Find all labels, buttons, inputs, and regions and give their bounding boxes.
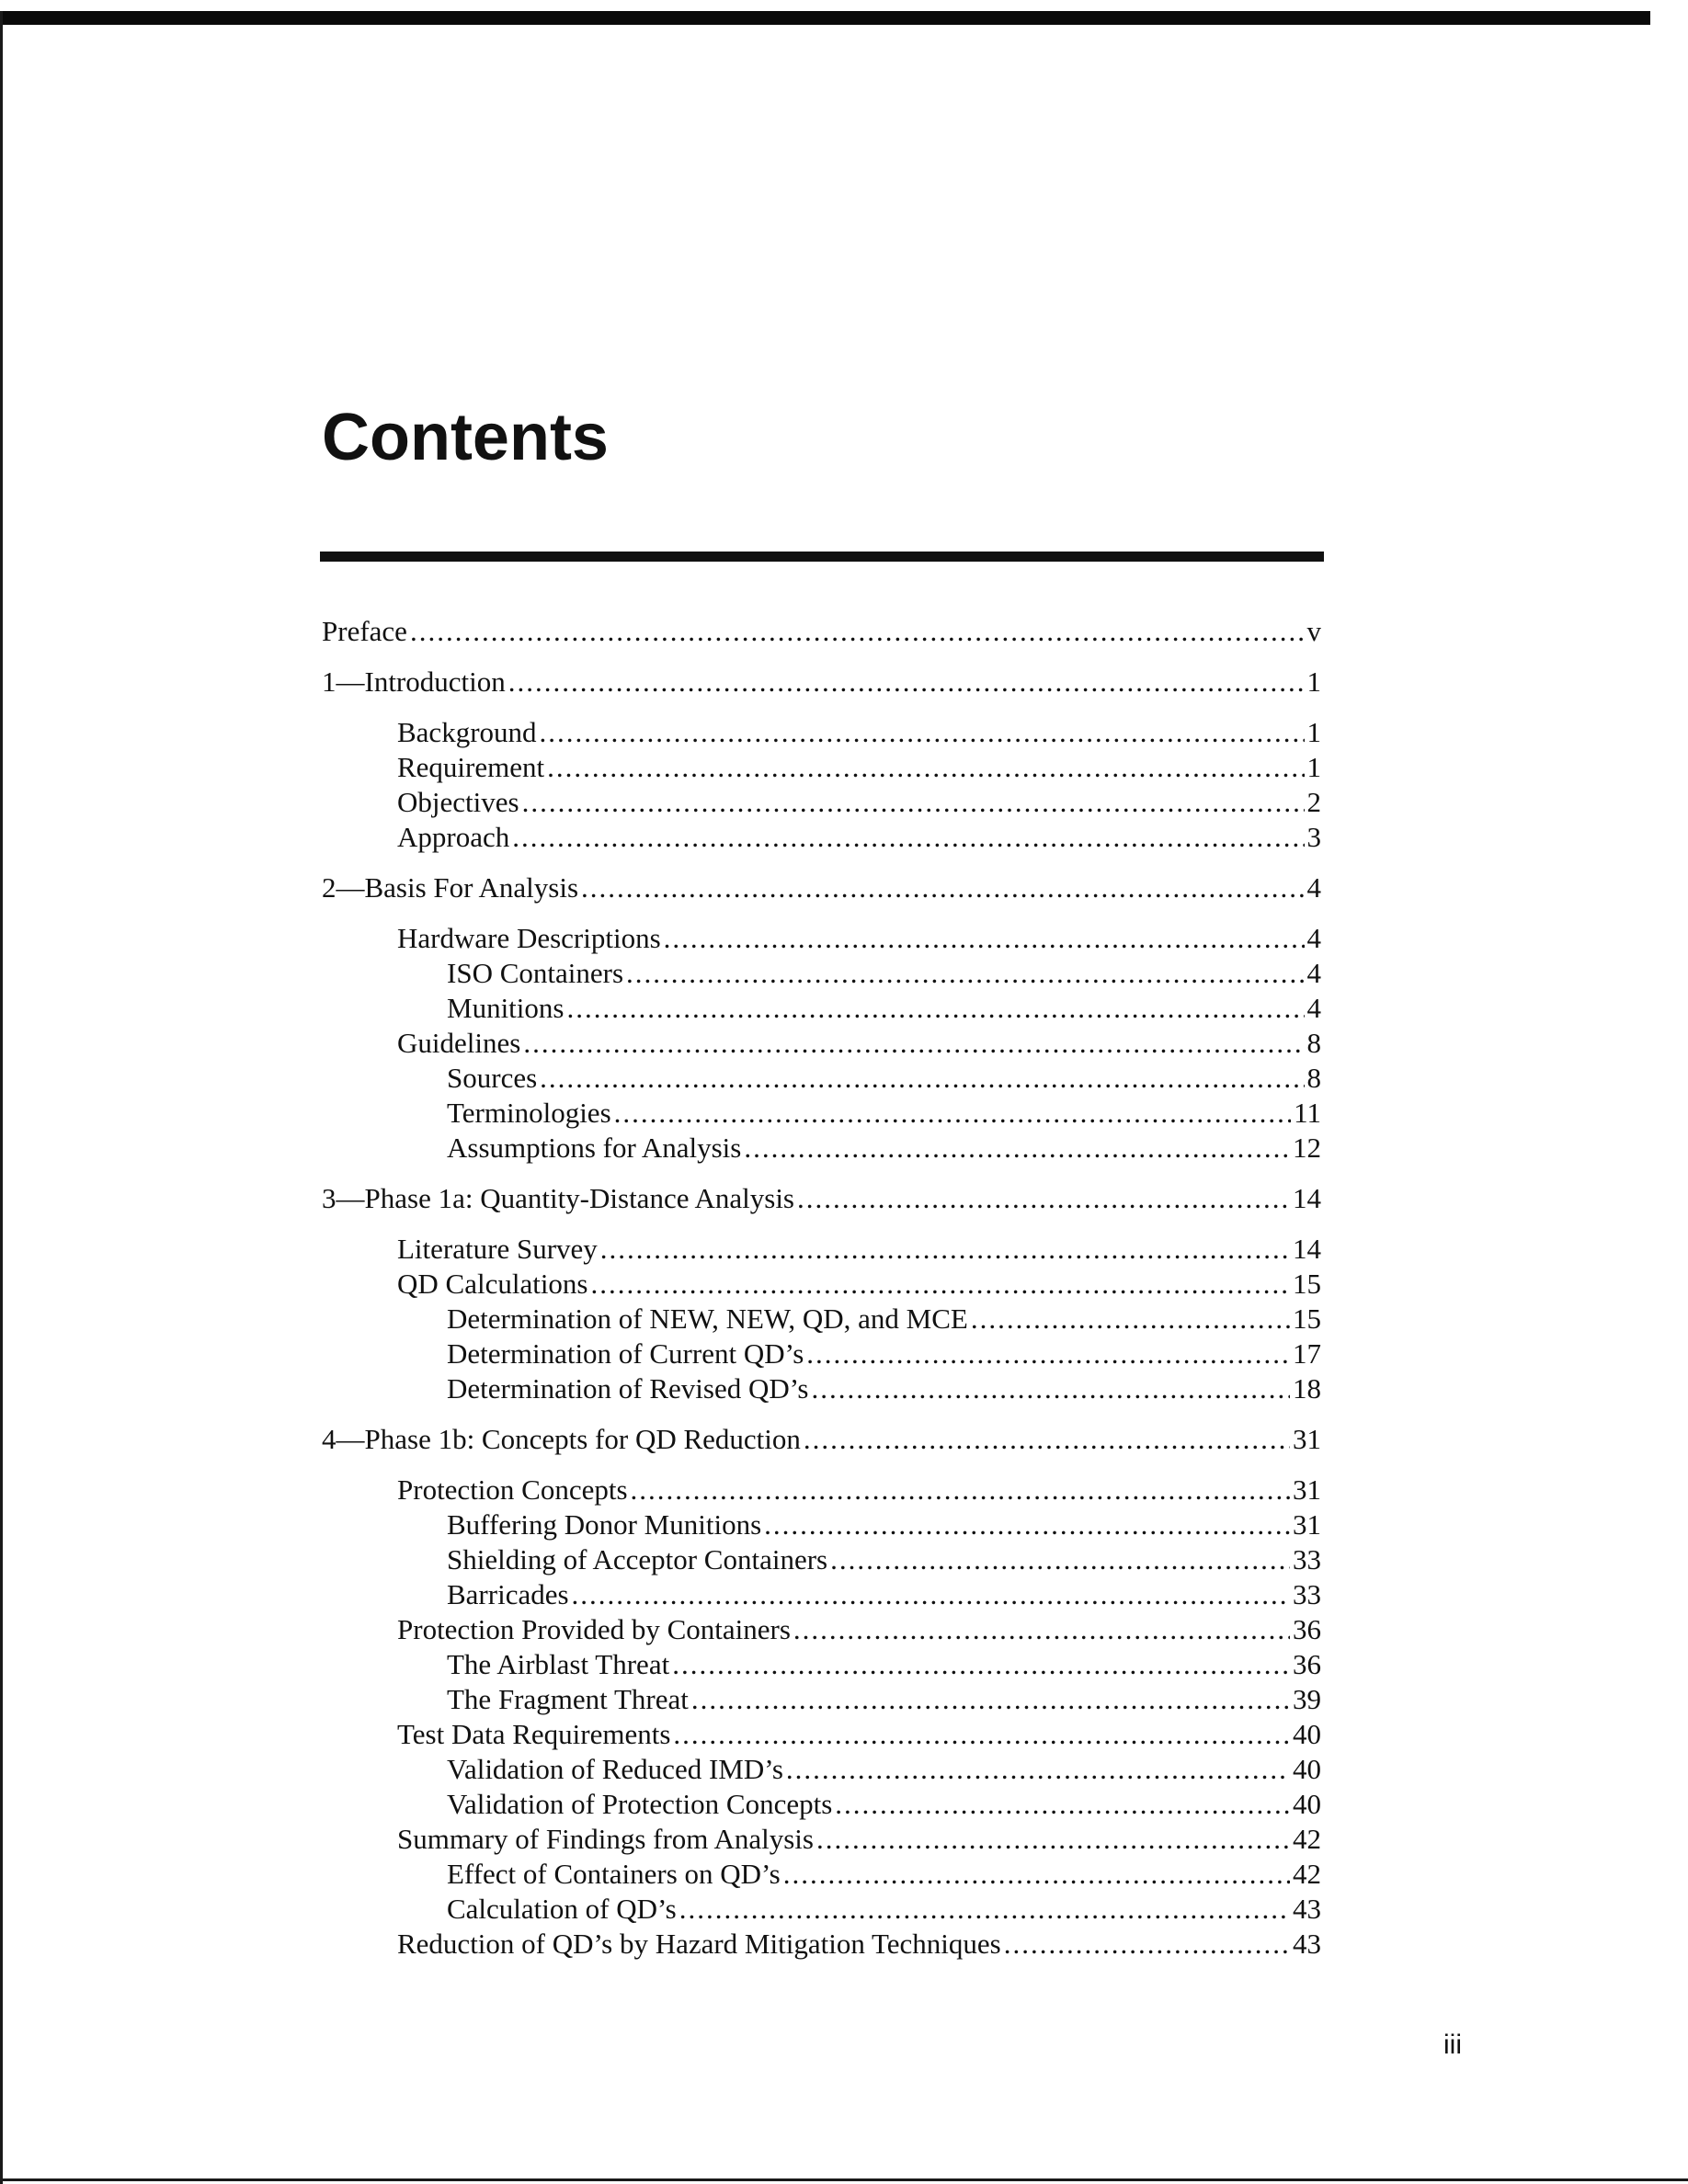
toc-dot-leader bbox=[522, 785, 1305, 820]
toc-entry[interactable] bbox=[322, 1892, 1321, 1927]
toc-entry[interactable] bbox=[322, 921, 1321, 956]
toc-dot-leader bbox=[783, 1857, 1290, 1892]
scan-left-edge bbox=[0, 11, 3, 2184]
page-title: Contents bbox=[322, 401, 609, 474]
toc-entry-page: 11 bbox=[1294, 1097, 1321, 1129]
toc-dot-leader bbox=[547, 750, 1304, 785]
toc-entry-title: Determination of NEW, NEW, QD, and MCE bbox=[447, 1302, 968, 1335]
toc-entry-title: Determination of Revised QD’s bbox=[447, 1372, 809, 1405]
toc-entry-page: 31 bbox=[1293, 1508, 1321, 1541]
toc-dot-leader bbox=[540, 1061, 1304, 1096]
toc-entry-page: 1 bbox=[1306, 665, 1321, 698]
toc-entry[interactable] bbox=[322, 1647, 1321, 1682]
toc-entry-page: 42 bbox=[1293, 1823, 1321, 1855]
toc-entry-page: 43 bbox=[1293, 1928, 1321, 1960]
toc-entry-page: 18 bbox=[1293, 1372, 1321, 1405]
toc-dot-leader bbox=[797, 1181, 1290, 1216]
toc-entry-page: 4 bbox=[1306, 957, 1321, 989]
toc-entry-title: Munitions bbox=[447, 992, 565, 1024]
toc-dot-leader bbox=[1004, 1927, 1290, 1962]
page-number: iii bbox=[1443, 2030, 1462, 2060]
toc-dot-leader bbox=[764, 1507, 1290, 1542]
toc-entry-page: 14 bbox=[1293, 1233, 1321, 1265]
toc-entry-title: 3—Phase 1a: Quantity-Distance Analysis bbox=[322, 1182, 794, 1214]
toc-entry[interactable] bbox=[322, 956, 1321, 991]
toc-entry-title: Validation of Protection Concepts bbox=[447, 1788, 833, 1820]
toc-entry[interactable] bbox=[322, 1302, 1321, 1337]
toc-entry[interactable] bbox=[322, 1857, 1321, 1892]
toc-entry-page: 17 bbox=[1293, 1337, 1321, 1370]
toc-entry-title: Requirement bbox=[397, 751, 545, 783]
toc-entry-page: 36 bbox=[1293, 1613, 1321, 1645]
toc-entry-title: Effect of Containers on QD’s bbox=[447, 1858, 781, 1890]
toc-entry[interactable] bbox=[322, 870, 1321, 905]
scan-bottom-edge bbox=[0, 2178, 1688, 2181]
toc-entry-title: The Airblast Threat bbox=[447, 1648, 670, 1680]
toc-entry-title: Objectives bbox=[397, 786, 519, 818]
toc-dot-leader bbox=[631, 1473, 1290, 1507]
toc-entry[interactable] bbox=[322, 665, 1321, 700]
toc-entry-page: 39 bbox=[1293, 1683, 1321, 1715]
toc-entry-page: 40 bbox=[1293, 1718, 1321, 1750]
toc-dot-leader bbox=[626, 956, 1304, 991]
toc-entry-page: 8 bbox=[1306, 1027, 1321, 1059]
toc-entry-page: 4 bbox=[1306, 922, 1321, 954]
toc-entry-title: Protection Provided by Containers bbox=[397, 1613, 791, 1645]
toc-entry[interactable] bbox=[322, 1822, 1321, 1857]
toc-entry[interactable] bbox=[322, 1752, 1321, 1787]
toc-entry-page: 40 bbox=[1293, 1753, 1321, 1785]
toc-entry-title: ISO Containers bbox=[447, 957, 624, 989]
toc-entry[interactable] bbox=[322, 1473, 1321, 1507]
toc-dot-leader bbox=[614, 1096, 1292, 1131]
toc-dot-leader bbox=[512, 820, 1304, 855]
toc-entry-title: Guidelines bbox=[397, 1027, 521, 1059]
toc-dot-leader bbox=[672, 1647, 1290, 1682]
toc-dot-leader bbox=[581, 870, 1304, 905]
toc-entry-page: 15 bbox=[1293, 1268, 1321, 1300]
toc-entry[interactable] bbox=[322, 1232, 1321, 1267]
toc-entry-title: Terminologies bbox=[447, 1097, 611, 1129]
toc-entry[interactable] bbox=[322, 614, 1321, 649]
toc-entry-title: Test Data Requirements bbox=[397, 1718, 671, 1750]
toc-entry-page: v bbox=[1306, 615, 1321, 647]
toc-entry-page: 43 bbox=[1293, 1893, 1321, 1925]
toc-entry[interactable] bbox=[322, 715, 1321, 750]
toc-entry-title: Protection Concepts bbox=[397, 1473, 628, 1506]
toc-entry[interactable] bbox=[322, 1542, 1321, 1577]
toc-dot-leader bbox=[679, 1892, 1290, 1927]
toc-entry-title: Determination of Current QD’s bbox=[447, 1337, 804, 1370]
toc-entry[interactable] bbox=[322, 1682, 1321, 1717]
toc-entry-page: 1 bbox=[1306, 751, 1321, 783]
toc-entry-title: Reduction of QD’s by Hazard Mitigation Techniques bbox=[397, 1928, 1001, 1960]
toc-entry[interactable] bbox=[322, 1787, 1321, 1822]
toc-dot-leader bbox=[691, 1682, 1290, 1717]
toc-dot-leader bbox=[591, 1267, 1291, 1302]
toc-entry[interactable] bbox=[322, 1717, 1321, 1752]
toc-entry-page: 40 bbox=[1293, 1788, 1321, 1820]
title-rule bbox=[320, 552, 1324, 562]
toc-entry-page: 2 bbox=[1306, 786, 1321, 818]
toc-entry[interactable] bbox=[322, 1577, 1321, 1612]
toc-dot-leader bbox=[572, 1577, 1290, 1612]
toc-entry-page: 12 bbox=[1293, 1132, 1321, 1164]
toc-dot-leader bbox=[816, 1822, 1290, 1857]
toc-dot-leader bbox=[806, 1337, 1290, 1371]
toc-entry[interactable] bbox=[322, 1422, 1321, 1457]
toc-entry-title: Sources bbox=[447, 1062, 538, 1094]
toc-entry-page: 15 bbox=[1293, 1302, 1321, 1335]
toc-dot-leader bbox=[523, 1026, 1304, 1061]
toc-entry[interactable] bbox=[322, 1096, 1321, 1131]
toc-entry[interactable] bbox=[322, 750, 1321, 785]
toc-entry[interactable] bbox=[322, 820, 1321, 855]
toc-dot-leader bbox=[971, 1302, 1290, 1337]
toc-entry-page: 14 bbox=[1293, 1182, 1321, 1214]
toc-entry-page: 42 bbox=[1293, 1858, 1321, 1890]
toc-entry-page: 3 bbox=[1306, 821, 1321, 853]
toc-dot-leader bbox=[410, 614, 1305, 649]
toc-dot-leader bbox=[793, 1612, 1290, 1647]
toc-entry-title: Hardware Descriptions bbox=[397, 922, 661, 954]
toc-entry-title: Approach bbox=[397, 821, 510, 853]
toc-dot-leader bbox=[804, 1422, 1290, 1457]
toc-entry-title: 1—Introduction bbox=[322, 665, 506, 698]
toc-entry-title: Barricades bbox=[447, 1578, 569, 1610]
toc-entry[interactable] bbox=[322, 1337, 1321, 1371]
toc-entry-page: 4 bbox=[1306, 871, 1321, 904]
toc-dot-leader bbox=[673, 1717, 1290, 1752]
toc-dot-leader bbox=[786, 1752, 1290, 1787]
toc-entry-title: Literature Survey bbox=[397, 1233, 598, 1265]
toc-dot-leader bbox=[566, 991, 1304, 1026]
toc-entry-title: Summary of Findings from Analysis bbox=[397, 1823, 814, 1855]
toc-entry[interactable] bbox=[322, 1061, 1321, 1096]
toc-entry-page: 4 bbox=[1306, 992, 1321, 1024]
scan-top-edge-thin bbox=[0, 11, 515, 14]
toc-dot-leader bbox=[830, 1542, 1290, 1577]
toc-entry-title: QD Calculations bbox=[397, 1268, 588, 1300]
toc-entry[interactable] bbox=[322, 1927, 1321, 1962]
toc-entry[interactable] bbox=[322, 785, 1321, 820]
toc-entry-page: 8 bbox=[1306, 1062, 1321, 1094]
toc-entry[interactable] bbox=[322, 1131, 1321, 1166]
toc-entry-page: 1 bbox=[1306, 716, 1321, 748]
toc-dot-leader bbox=[540, 715, 1305, 750]
toc-entry-title: Preface bbox=[322, 615, 407, 647]
toc-entry-page: 33 bbox=[1293, 1543, 1321, 1575]
toc-entry-page: 36 bbox=[1293, 1648, 1321, 1680]
toc-entry-title: Shielding of Acceptor Containers bbox=[447, 1543, 828, 1575]
toc-entry[interactable] bbox=[322, 1267, 1321, 1302]
toc-entry-title: 2—Basis For Analysis bbox=[322, 871, 579, 904]
table-of-contents bbox=[322, 614, 1321, 1962]
toc-entry[interactable] bbox=[322, 1612, 1321, 1647]
toc-entry[interactable] bbox=[322, 1181, 1321, 1216]
toc-entry-title: Calculation of QD’s bbox=[447, 1893, 677, 1925]
toc-entry-title: Buffering Donor Munitions bbox=[447, 1508, 762, 1541]
toc-entry-title: Background bbox=[397, 716, 537, 748]
toc-entry-title: Validation of Reduced IMD’s bbox=[447, 1753, 783, 1785]
toc-dot-leader bbox=[744, 1131, 1290, 1166]
toc-dot-leader bbox=[664, 921, 1305, 956]
toc-entry-title: The Fragment Threat bbox=[447, 1683, 689, 1715]
toc-dot-leader bbox=[600, 1232, 1290, 1267]
toc-entry[interactable] bbox=[322, 1371, 1321, 1406]
toc-entry-title: Assumptions for Analysis bbox=[447, 1132, 742, 1164]
toc-entry-page: 31 bbox=[1293, 1423, 1321, 1455]
toc-entry-title: 4—Phase 1b: Concepts for QD Reduction bbox=[322, 1423, 801, 1455]
toc-entry[interactable] bbox=[322, 1507, 1321, 1542]
toc-entry-page: 31 bbox=[1293, 1473, 1321, 1506]
toc-dot-leader bbox=[508, 665, 1305, 700]
toc-entry-page: 33 bbox=[1293, 1578, 1321, 1610]
toc-entry[interactable] bbox=[322, 991, 1321, 1026]
toc-dot-leader bbox=[811, 1371, 1290, 1406]
toc-entry[interactable] bbox=[322, 1026, 1321, 1061]
toc-dot-leader bbox=[835, 1787, 1290, 1822]
